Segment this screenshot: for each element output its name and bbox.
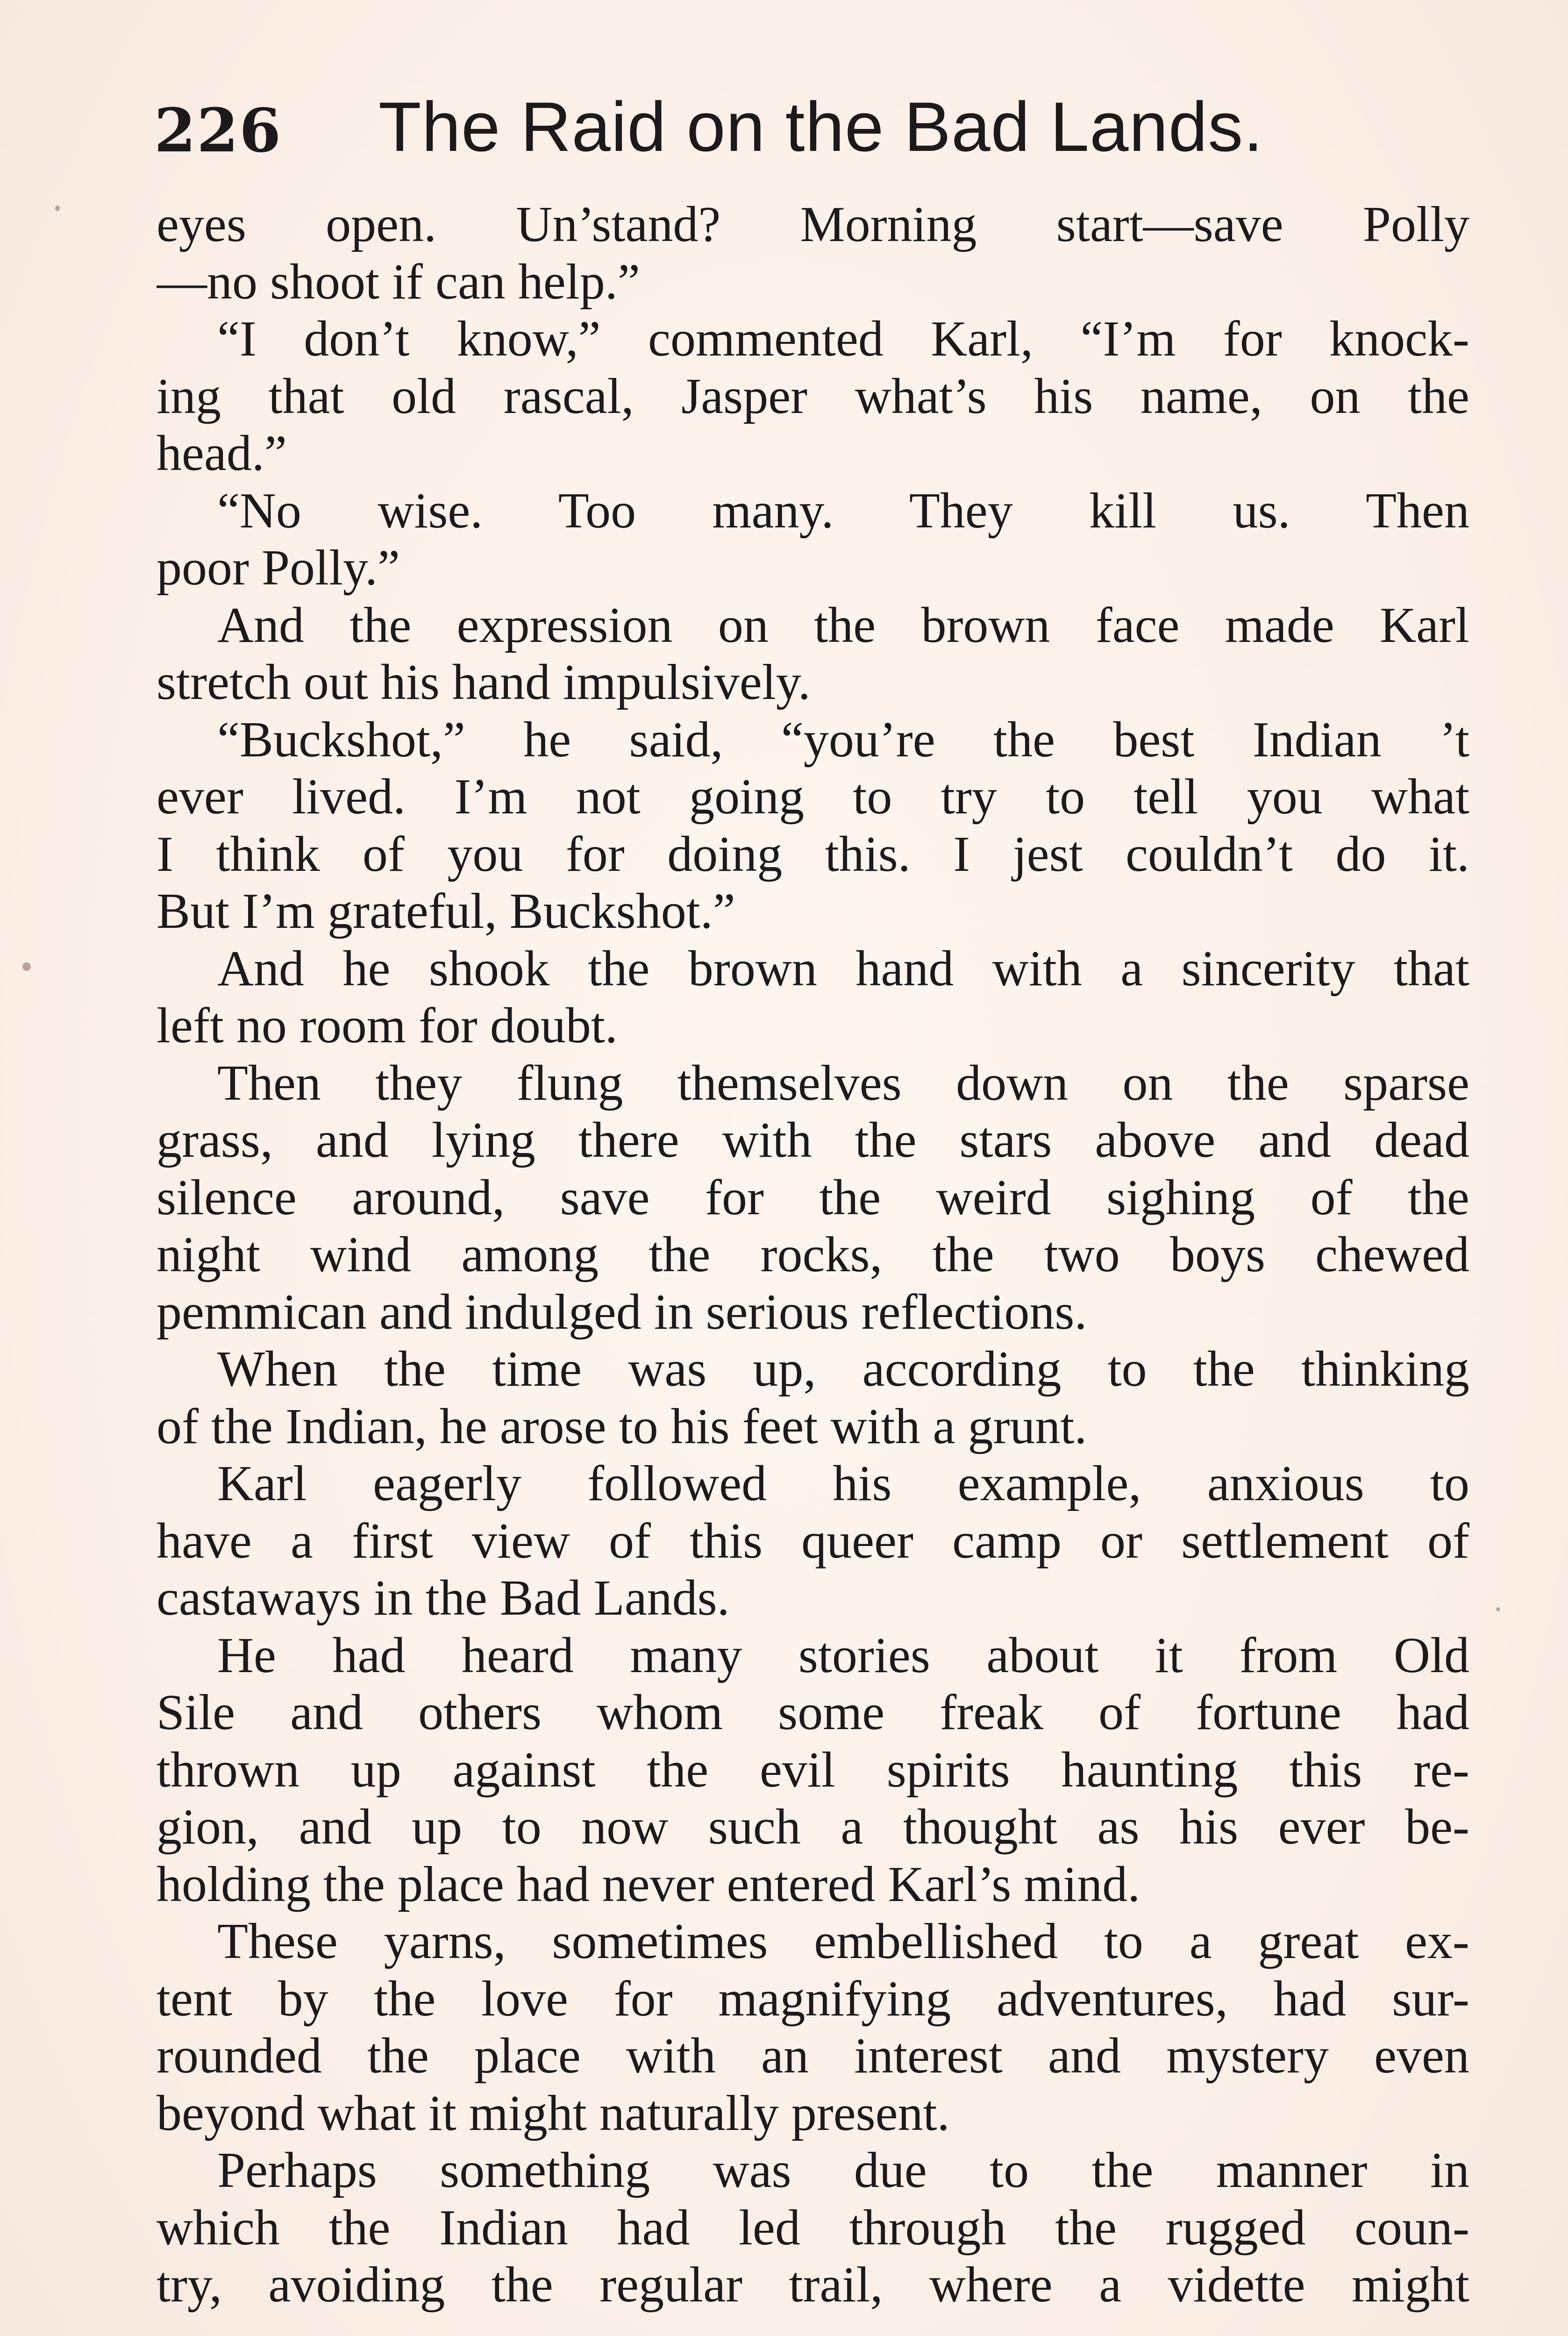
text-line: He had heard many stories about it from Old	[217, 1627, 1469, 1683]
text-line: head.”	[157, 426, 287, 481]
text-line: ever lived. I’m not going to try to tell you what	[157, 769, 1469, 825]
page-header	[154, 86, 1416, 175]
text-line: “I don’t know,” commented Karl, “I’m for knock-	[217, 311, 1469, 367]
text-line: pemmican and indulged in serious reflections.	[157, 1284, 1087, 1340]
text-line: “Buckshot,” he said, “you’re the best Indian ’t	[217, 712, 1469, 768]
text-line: Sile and others whom some freak of fortune had	[157, 1685, 1469, 1740]
text-line: of the Indian, he arose to his feet with a grunt.	[157, 1398, 1087, 1454]
text-line: And he shook the brown hand with a sincerity that	[217, 940, 1469, 997]
body-text	[157, 196, 1469, 2314]
text-line: which the Indian had led through the rugged coun-	[157, 2200, 1469, 2256]
text-line: grass, and lying there with the stars above and dead	[157, 1112, 1469, 1168]
text-line: tent by the love for magnifying adventures, had sur-	[157, 1971, 1469, 2027]
text-line: holding the place had never entered Karl’s mind.	[157, 1856, 1140, 1912]
text-line: I think of you for doing this. I jest couldn’t do it.	[157, 826, 1469, 882]
paper-speck	[55, 206, 60, 211]
text-line: night wind among the rocks, the two boys chewed	[157, 1227, 1469, 1282]
text-line: try, avoiding the regular trail, where a vidette might	[157, 2257, 1469, 2313]
text-line: eyes open. Un’stand? Morning start—save Polly	[157, 197, 1469, 252]
text-line: Then they flung themselves down on the sparse	[217, 1055, 1469, 1111]
page-number: 226	[154, 96, 282, 166]
text-line: stretch out his hand impulsively.	[157, 655, 811, 710]
text-line: poor Polly.”	[157, 540, 400, 596]
text-line: Karl eagerly followed his example, anxious to	[217, 1456, 1469, 1511]
paper-speck	[1496, 1607, 1500, 1611]
text-line: These yarns, sometimes embellished to a great ex-	[217, 1914, 1469, 1969]
text-line: thrown up against the evil spirits haunting this re-	[157, 1742, 1469, 1798]
text-line: And the expression on the brown face made Karl	[217, 597, 1469, 653]
text-line: silence around, save for the weird sighing of the	[157, 1169, 1469, 1225]
paper-speck	[22, 962, 31, 971]
text-line: left no room for doubt.	[157, 998, 618, 1054]
text-line: “No wise. Too many. They kill us. Then	[217, 483, 1469, 539]
text-line: But I’m grateful, Buckshot.”	[157, 883, 735, 939]
text-line: beyond what it might naturally present.	[157, 2085, 950, 2141]
text-line: gion, and up to now such a thought as his ever be-	[157, 1799, 1469, 1855]
running-title: The Raid on the Bad Lands.	[378, 87, 1263, 166]
text-line: ing that old rascal, Jasper what’s his name, on the	[157, 368, 1469, 424]
text-line: rounded the place with an interest and mystery even	[157, 2028, 1469, 2084]
text-line: castaways in the Bad Lands.	[157, 1570, 730, 1626]
text-line: —no shoot if can help.”	[157, 254, 640, 310]
text-line: When the time was up, according to the thinking	[217, 1341, 1469, 1397]
text-line: Perhaps something was due to the manner in	[217, 2143, 1469, 2198]
text-line: have a first view of this queer camp or settlement of	[157, 1513, 1469, 1569]
